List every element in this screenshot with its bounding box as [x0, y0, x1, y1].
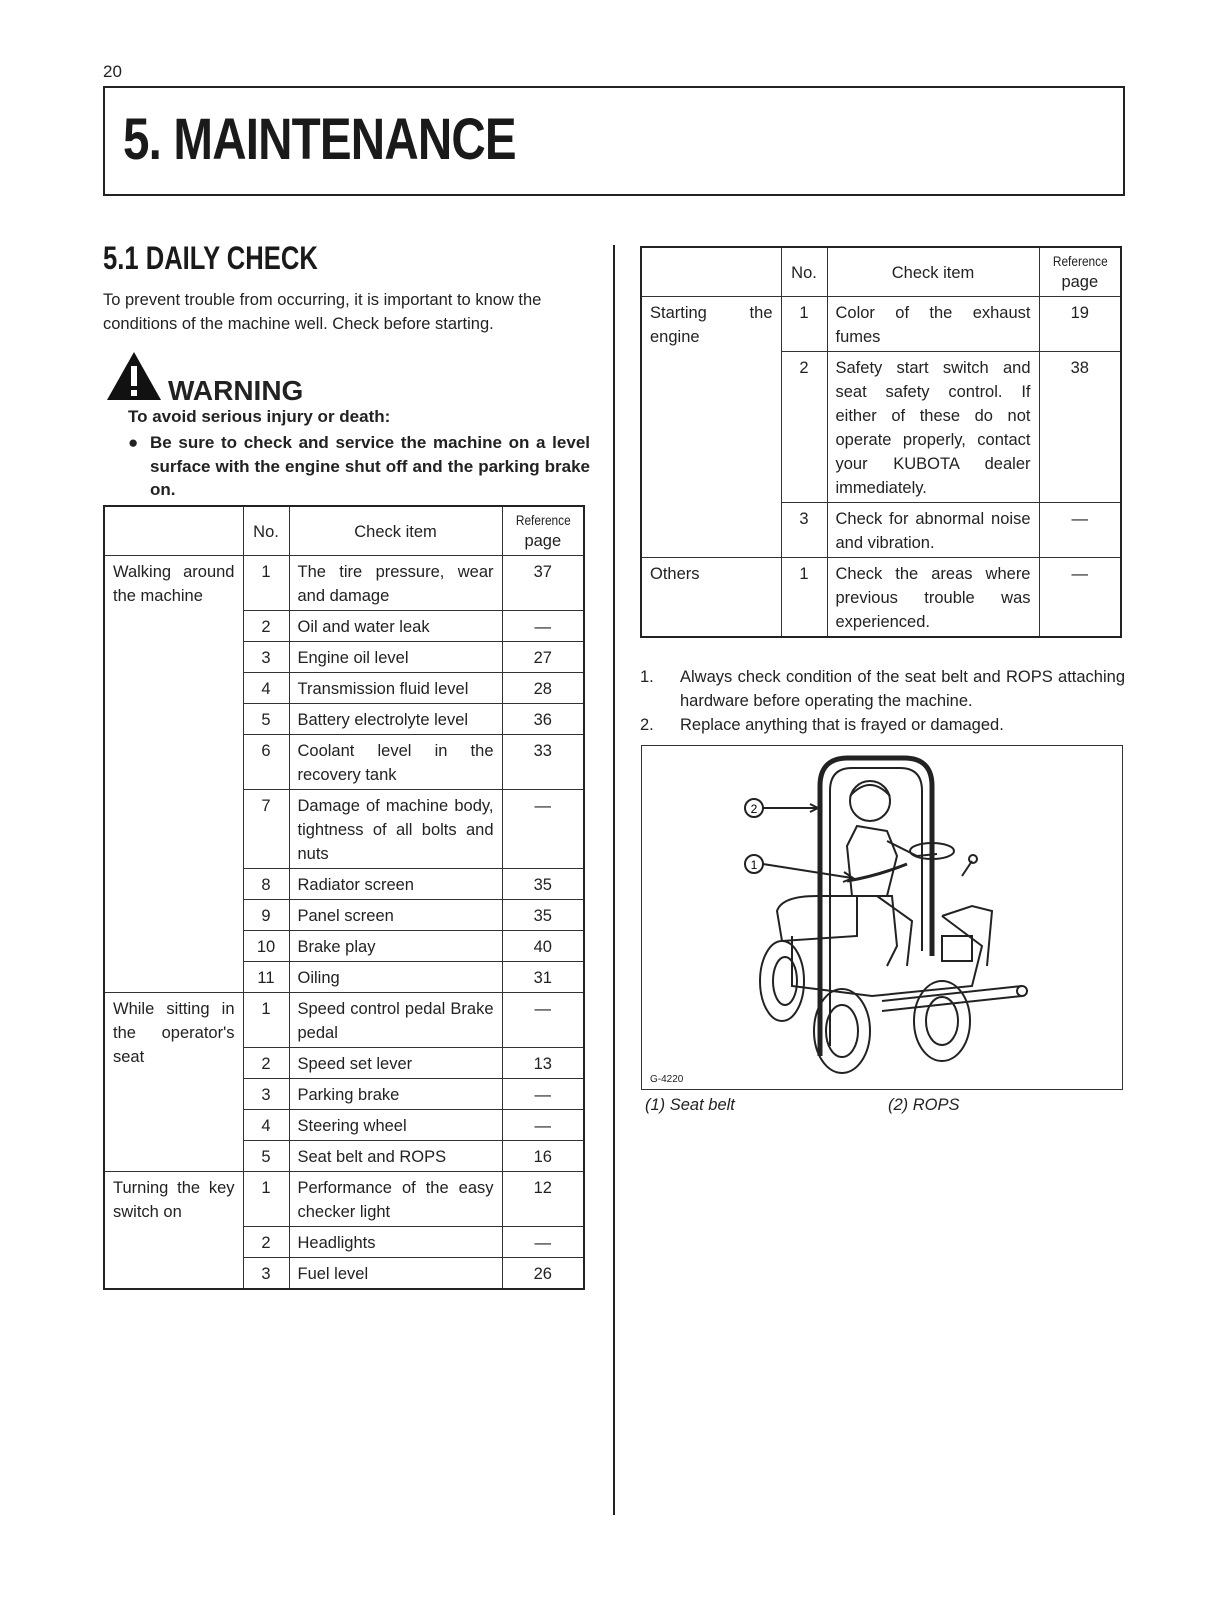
check-number: 4 [243, 1110, 289, 1141]
check-number: 1 [243, 1172, 289, 1227]
reference-page: 19 [1039, 297, 1121, 352]
chapter-title-box [103, 86, 1125, 196]
check-number: 1 [781, 297, 827, 352]
check-number: 1 [243, 993, 289, 1048]
check-item: Speed set lever [289, 1048, 502, 1079]
table-row [641, 558, 1121, 638]
check-item: Headlights [289, 1227, 502, 1258]
mower-operator-illustration [642, 746, 1122, 1089]
note-number: 1. [640, 668, 654, 686]
note-item [640, 713, 1125, 737]
check-number: 5 [243, 704, 289, 735]
reference-page: 36 [502, 704, 584, 735]
reference-page: 35 [502, 869, 584, 900]
check-item: Coolant level in the recovery tank [289, 735, 502, 790]
check-number: 1 [243, 556, 289, 611]
header-blank [641, 247, 781, 297]
check-item: Panel screen [289, 900, 502, 931]
note-text: Always check condition of the seat belt and ROPS attaching hardware before operating the machine. [680, 668, 1125, 710]
check-number: 11 [243, 962, 289, 993]
reference-page: — [502, 1110, 584, 1141]
check-item: Speed control pedal Brake pedal [289, 993, 502, 1048]
reference-page: — [502, 1227, 584, 1258]
header-page: page [1061, 273, 1099, 291]
check-item: Radiator screen [289, 869, 502, 900]
check-item: Damage of machine body, tightness of all bolts and nuts [289, 790, 502, 869]
notes-list [640, 665, 1125, 737]
check-item: Engine oil level [289, 642, 502, 673]
table-row [641, 297, 1121, 352]
rops-seatbelt-figure [641, 745, 1123, 1090]
check-item: Seat belt and ROPS [289, 1141, 502, 1172]
check-item: Oiling [289, 962, 502, 993]
check-category: Walking around the machine [104, 556, 243, 993]
reference-page: 16 [502, 1141, 584, 1172]
daily-check-table-1 [103, 505, 585, 1290]
check-item: Brake play [289, 931, 502, 962]
header-no: No. [243, 506, 289, 556]
check-number: 2 [243, 1048, 289, 1079]
warning-lead: To avoid serious injury or death: [128, 407, 391, 426]
reference-page: 13 [502, 1048, 584, 1079]
figure-code: G-4220 [650, 1074, 684, 1085]
check-category: Turning the key switch on [104, 1172, 243, 1290]
reference-page: 35 [502, 900, 584, 931]
check-item: Fuel level [289, 1258, 502, 1290]
warning-heading: WARNING [168, 375, 304, 406]
callout-1-label: 1 [750, 858, 758, 872]
table-row [104, 993, 584, 1048]
page-number: 20 [103, 62, 122, 81]
reference-page: 27 [502, 642, 584, 673]
check-number: 3 [243, 642, 289, 673]
warning-bullet [128, 431, 590, 502]
check-item: Color of the exhaust fumes [827, 297, 1039, 352]
reference-page: 40 [502, 931, 584, 962]
check-item: Steering wheel [289, 1110, 502, 1141]
caption-rops: (2) ROPS [888, 1096, 960, 1114]
check-number: 7 [243, 790, 289, 869]
caption-seat-belt: (1) Seat belt [645, 1096, 735, 1114]
check-item: The tire pressure, wear and damage [289, 556, 502, 611]
check-item: Battery electrolyte level [289, 704, 502, 735]
warning-triangle-icon [105, 350, 163, 402]
table-header-row [641, 247, 1121, 297]
intro-paragraph: To prevent trouble from occurring, it is important to know the conditions of the machine well. Check before starting. [103, 291, 542, 333]
reference-page: 26 [502, 1258, 584, 1290]
check-item: Transmission fluid level [289, 673, 502, 704]
note-text: Replace anything that is frayed or damaged. [680, 716, 1004, 734]
check-number: 1 [781, 558, 827, 638]
check-number: 5 [243, 1141, 289, 1172]
header-no: No. [781, 247, 827, 297]
daily-check-table-2 [640, 246, 1122, 638]
reference-page: 33 [502, 735, 584, 790]
check-number: 8 [243, 869, 289, 900]
reference-page: 28 [502, 673, 584, 704]
reference-page: — [1039, 503, 1121, 558]
check-item: Check for abnormal noise and vibration. [827, 503, 1039, 558]
check-number: 2 [781, 352, 827, 503]
check-number: 9 [243, 900, 289, 931]
callout-2-label: 2 [750, 802, 758, 816]
note-number: 2. [640, 716, 654, 734]
check-item: Performance of the easy checker light [289, 1172, 502, 1227]
table-row [104, 1172, 584, 1227]
check-number: 6 [243, 735, 289, 790]
reference-page: — [502, 993, 584, 1048]
check-category: Others [641, 558, 781, 638]
reference-page: 38 [1039, 352, 1121, 503]
reference-page: 31 [502, 962, 584, 993]
check-item: Parking brake [289, 1079, 502, 1110]
reference-page: 12 [502, 1172, 584, 1227]
reference-page: — [502, 1079, 584, 1110]
check-number: 2 [243, 611, 289, 642]
check-number: 3 [243, 1258, 289, 1290]
check-number: 3 [781, 503, 827, 558]
header-check-item: Check item [827, 247, 1039, 297]
reference-page: 37 [502, 556, 584, 611]
check-item: Check the areas where previous trouble was experienced. [827, 558, 1039, 638]
check-item: Oil and water leak [289, 611, 502, 642]
chapter-title: 5. MAINTENANCE [123, 107, 516, 172]
reference-page: — [502, 611, 584, 642]
check-item: Safety start switch and seat safety control. If either of these do not operate properly, contact your KUBOTA dealer immediately. [827, 352, 1039, 503]
bullet-dot: ● [128, 433, 139, 452]
header-reference: Reference [1052, 253, 1108, 269]
header-reference-page [502, 506, 584, 556]
header-reference-page [1039, 247, 1121, 297]
column-divider [613, 245, 615, 1515]
section-title: 5.1 DAILY CHECK [103, 240, 318, 276]
check-category: Starting the engine [641, 297, 781, 558]
header-reference: Reference [515, 512, 571, 528]
header-blank [104, 506, 243, 556]
check-category: While sitting in the operator's seat [104, 993, 243, 1172]
header-check-item: Check item [289, 506, 502, 556]
reference-page: — [502, 790, 584, 869]
reference-page: — [1039, 558, 1121, 638]
check-number: 3 [243, 1079, 289, 1110]
table-row [104, 556, 584, 611]
check-number: 4 [243, 673, 289, 704]
warning-bullet-text: Be sure to check and service the machine on a level surface with the engine shut off and the parking brake on. [150, 433, 590, 499]
check-number: 10 [243, 931, 289, 962]
header-page: page [524, 532, 562, 550]
note-item [640, 665, 1125, 713]
table-header-row [104, 506, 584, 556]
check-number: 2 [243, 1227, 289, 1258]
